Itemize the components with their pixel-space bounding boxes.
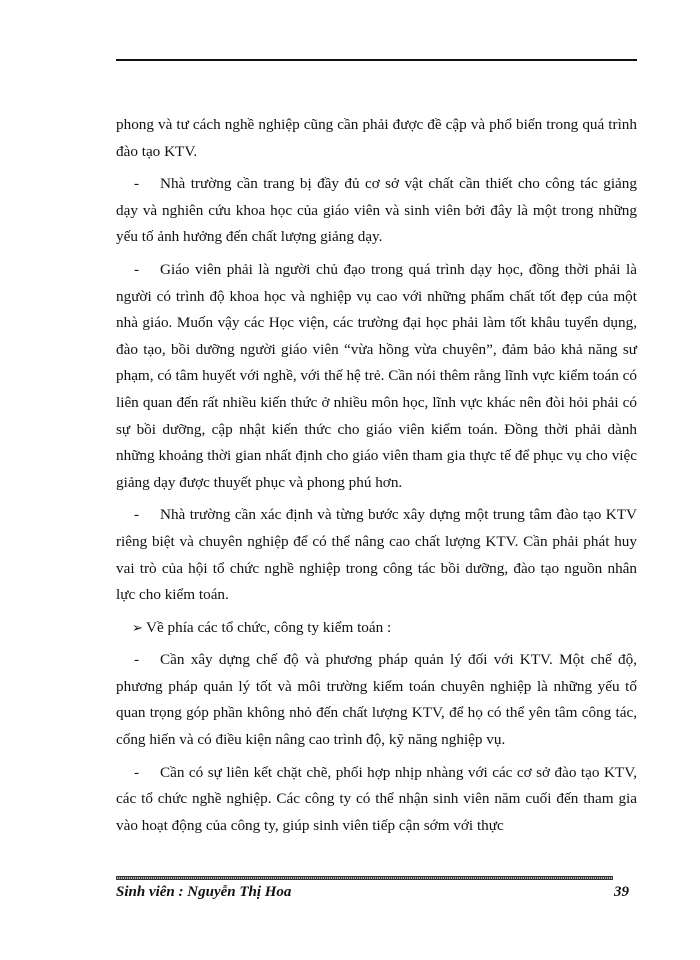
bullet-dash: - xyxy=(134,763,140,781)
bullet-paragraph-6 xyxy=(116,647,637,753)
paragraph-text: Nhà trường cần xác định và từng bước xây dựng một trung tâm đào tạo KTV riêng biệt và chuyên nghiệp để có thể nâng cao chất lượng KTV. Cần phải phát huy vai trò của hội tổ chức nghề nghiệp trong công tác bồi dưỡng, đào tạo nguồn nhân lực cho kiểm toán. xyxy=(116,506,637,604)
paragraph-text: Cần có sự liên kết chặt chẽ, phối hợp nhịp nhàng với các cơ sở đào tạo KTV, các tổ chức nghề nghiệp. Các công ty có thể nhận sinh viên năm cuối đến tham gia vào hoạt động của công ty, giúp sinh viên tiếp cận sớm với thực xyxy=(116,763,637,834)
footer-author: Sinh viên : Nguyễn Thị Hoa xyxy=(116,884,292,900)
body-text xyxy=(116,112,637,845)
heading-text: Về phía các tổ chức, công ty kiểm toán : xyxy=(146,618,392,636)
bullet-paragraph-2 xyxy=(116,171,637,251)
paragraph-text: Nhà trường cần trang bị đầy đủ cơ sở vật chất cần thiết cho công tác giảng dạy và nghiên cứu khoa học của giáo viên và sinh viên bởi đây là một trong những yếu tố ảnh hưởng đến chất lượng giảng dạy. xyxy=(116,175,637,246)
paragraph-text: Giáo viên phải là người chủ đạo trong quá trình dạy học, đồng thời phải là người có trình độ khoa học và nghiệp vụ cao với những phẩm chất tốt đẹp của một nhà giáo. Muốn vậy các Học viện, các trường đại học phải làm tốt khâu tuyển dụng, đào tạo, bồi dưỡng người giáo viên “vừa hồng vừa chuyên”, đảm bảo khả năng sư phạm, có tâm huyết với nghề, với thế hệ trẻ. Cần nói thêm rằng lĩnh vực kiểm toán có liên quan đến rất nhiều kiến thức ở nhiều môn học, lĩnh vực khác nên đòi hỏi phải có sự bồi dưỡng, cập nhật kiến thức cho giáo viên kiểm toán. Đồng thời phải dành những khoảng thời gian nhất định cho giáo viên tham gia thực tế để phục vụ cho việc giảng dạy được thuyết phục và phong phú hơn. xyxy=(116,260,637,491)
bullet-dash: - xyxy=(134,260,140,278)
paragraph-text: Cần xây dựng chế độ và phương pháp quản lý đối với KTV. Một chế độ, phương pháp quản lý tốt và môi trường kiểm toán chuyên nghiệp là những yếu tố quan trọng góp phần không nhỏ đến chất lượng KTV, để họ có thể yên tâm công tác, cống hiến và có điều kiện nâng cao trình độ, kỹ năng nghiệp vụ. xyxy=(116,651,637,749)
arrow-bullet-icon: ➢ xyxy=(132,619,143,635)
bullet-dash: - xyxy=(134,506,140,524)
footer-rule xyxy=(116,876,613,880)
bullet-dash: - xyxy=(134,651,140,669)
bullet-paragraph-4 xyxy=(116,502,637,608)
header-rule xyxy=(116,59,637,61)
section-heading xyxy=(116,615,637,642)
bullet-paragraph-3 xyxy=(116,257,637,496)
paragraph-1 xyxy=(116,112,637,165)
bullet-dash: - xyxy=(134,175,140,193)
paragraph-text: phong và tư cách nghề nghiệp cũng cần phải được đề cập và phổ biến trong quá trình đào tạo KTV. xyxy=(116,116,637,160)
bullet-paragraph-7 xyxy=(116,760,637,840)
page-number: 39 xyxy=(614,884,629,900)
